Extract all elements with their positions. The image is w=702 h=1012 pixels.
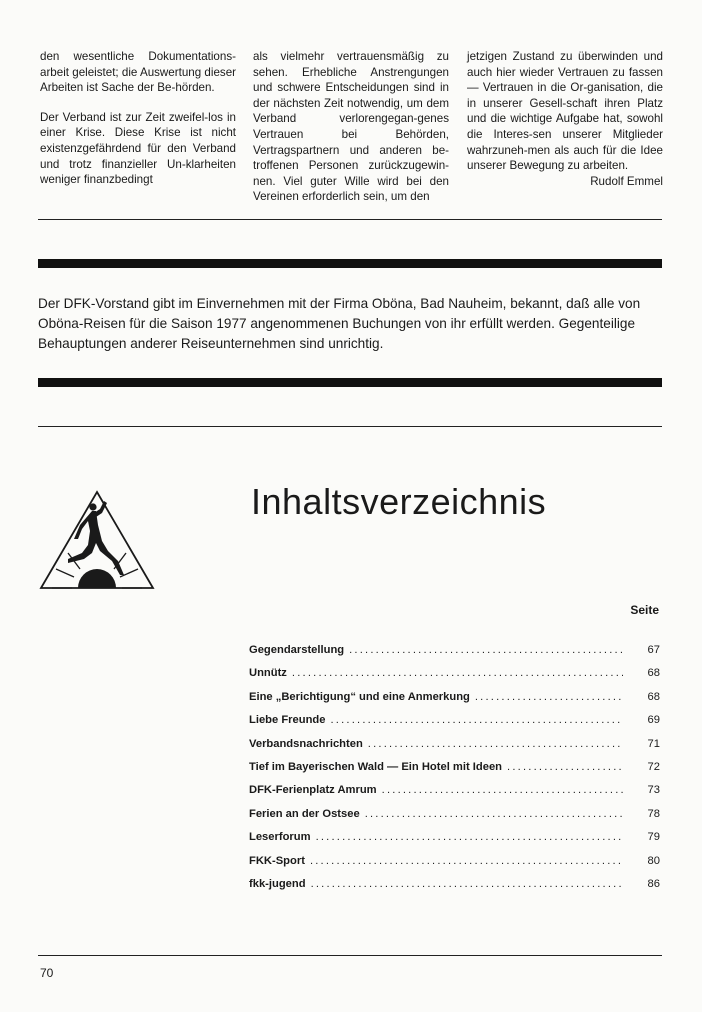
leader-dots — [382, 784, 623, 796]
toc-entry[interactable] — [249, 855, 660, 878]
toc-entry[interactable] — [249, 691, 660, 714]
divider-rule — [38, 426, 662, 427]
divider-rule — [38, 219, 662, 220]
toc-entry-title: Unnütz — [249, 667, 287, 680]
toc-entry[interactable] — [249, 784, 660, 807]
article-column-1 — [40, 49, 236, 202]
toc-entry-page: 80 — [647, 854, 660, 867]
column-1-paragraph-2: Der Verband ist zur Zeit zweifel-los in einer Krise. Diese Krise ist nicht existenzgefährdend für den Verband und trotz finanzieller Un-klarheiten weniger finanzbedingt — [40, 110, 236, 187]
toc-entry-title: DFK-Ferienplatz Amrum — [249, 784, 377, 797]
toc-entry-page: 73 — [647, 784, 660, 797]
toc-entry-page: 78 — [647, 807, 660, 820]
toc-entry-page: 69 — [647, 714, 660, 727]
toc-entry[interactable] — [249, 667, 660, 690]
leader-dots — [292, 667, 623, 679]
column-2-paragraph-1: als vielmehr vertrauensmäßig zu sehen. Erhebliche Anstrengungen und schwere Entscheidungen sind in der nächsten Zeit notwendig, um dem Verband verlorengegan-genes Vertrauen bei Behörden, Vertragspartnern und anderen be-troffenen Personen zurückzugewin-nen. Viel guter Wille wird bei den Vereinen erforderlich sein, um den — [253, 50, 449, 204]
author-signature: Rudolf Emmel — [590, 174, 663, 188]
table-of-contents — [249, 644, 660, 901]
notice-text: Der DFK-Vorstand gibt im Einvernehmen mit der Firma Oböna, Bad Nauheim, bekannt, daß alle von Oböna-Reisen für die Saison 1977 angenommenen Buchungen von ihr erfüllt werden. Gegenteilige Behauptungen anderer Reiseunternehmen sind unrichtig. — [38, 296, 641, 351]
toc-entry-page: 72 — [647, 760, 660, 773]
toc-entry-page: 86 — [647, 877, 660, 890]
toc-entry-title: Tief im Bayerischen Wald — Ein Hotel mit Ideen — [249, 760, 503, 773]
leader-dots — [368, 738, 623, 750]
toc-entry[interactable] — [249, 878, 660, 901]
toc-entry-page: 68 — [647, 667, 660, 680]
toc-entry-page: 68 — [647, 690, 660, 703]
leader-dots — [311, 878, 623, 890]
toc-entry-title: FKK-Sport — [249, 854, 305, 867]
page-number: 70 — [40, 966, 54, 980]
leader-dots — [475, 691, 623, 703]
page-column-label: Seite — [630, 603, 659, 617]
toc-entry-title: Leserforum — [249, 831, 311, 844]
toc-entry-title: fkk-jugend — [249, 877, 306, 890]
toc-entry-title: Eine „Berichtigung“ und eine Anmerkung — [249, 690, 470, 703]
column-1-paragraph-1: den wesentliche Dokumentations-arbeit geleistet; die Auswertung dieser Arbeiten ist Sache der Be-hörden. — [40, 50, 236, 95]
toc-entry[interactable] — [249, 761, 660, 784]
toc-entry-page: 79 — [647, 831, 660, 844]
notice-bar-bottom — [38, 378, 662, 387]
leader-dots — [349, 644, 623, 656]
toc-entry-page: 71 — [647, 737, 660, 750]
column-3-paragraph-1: jetzigen Zustand zu überwinden und auch hier wieder Vertrauen zu fassen — Vertrauen in die Or-ganisation, die in unserer Gesell-schaft ihren Platz und die wichtige Aufgabe hat, sowohl die Interes-sen unserer Mitglieder wahrzuneh-men als auch für die Idee unserer Bewegung zu arbeiten. — [467, 50, 663, 173]
toc-entry-title: Liebe Freunde — [249, 714, 326, 727]
toc-entry[interactable] — [249, 831, 660, 854]
triangle-sun-figure-logo — [38, 489, 156, 592]
leader-dots — [316, 831, 623, 843]
toc-entry[interactable] — [249, 714, 660, 737]
toc-entry[interactable] — [249, 644, 660, 667]
leader-dots — [365, 808, 623, 820]
article-column-2 — [253, 49, 449, 219]
toc-entry[interactable] — [249, 738, 660, 761]
notice-bar-top — [38, 259, 662, 268]
toc-entry-title: Gegendarstellung — [249, 644, 345, 656]
toc-title: Inhaltsverzeichnis — [251, 481, 547, 522]
leader-dots — [507, 761, 623, 773]
footer-rule — [38, 955, 662, 956]
toc-entry-title: Ferien an der Ostsee — [249, 807, 360, 820]
toc-entry[interactable] — [249, 808, 660, 831]
article-column-3 — [467, 49, 663, 189]
leader-dots — [330, 714, 623, 726]
leader-dots — [310, 855, 623, 867]
toc-entry-page: 67 — [647, 644, 660, 656]
toc-entry-title: Verbandsnachrichten — [249, 737, 363, 750]
